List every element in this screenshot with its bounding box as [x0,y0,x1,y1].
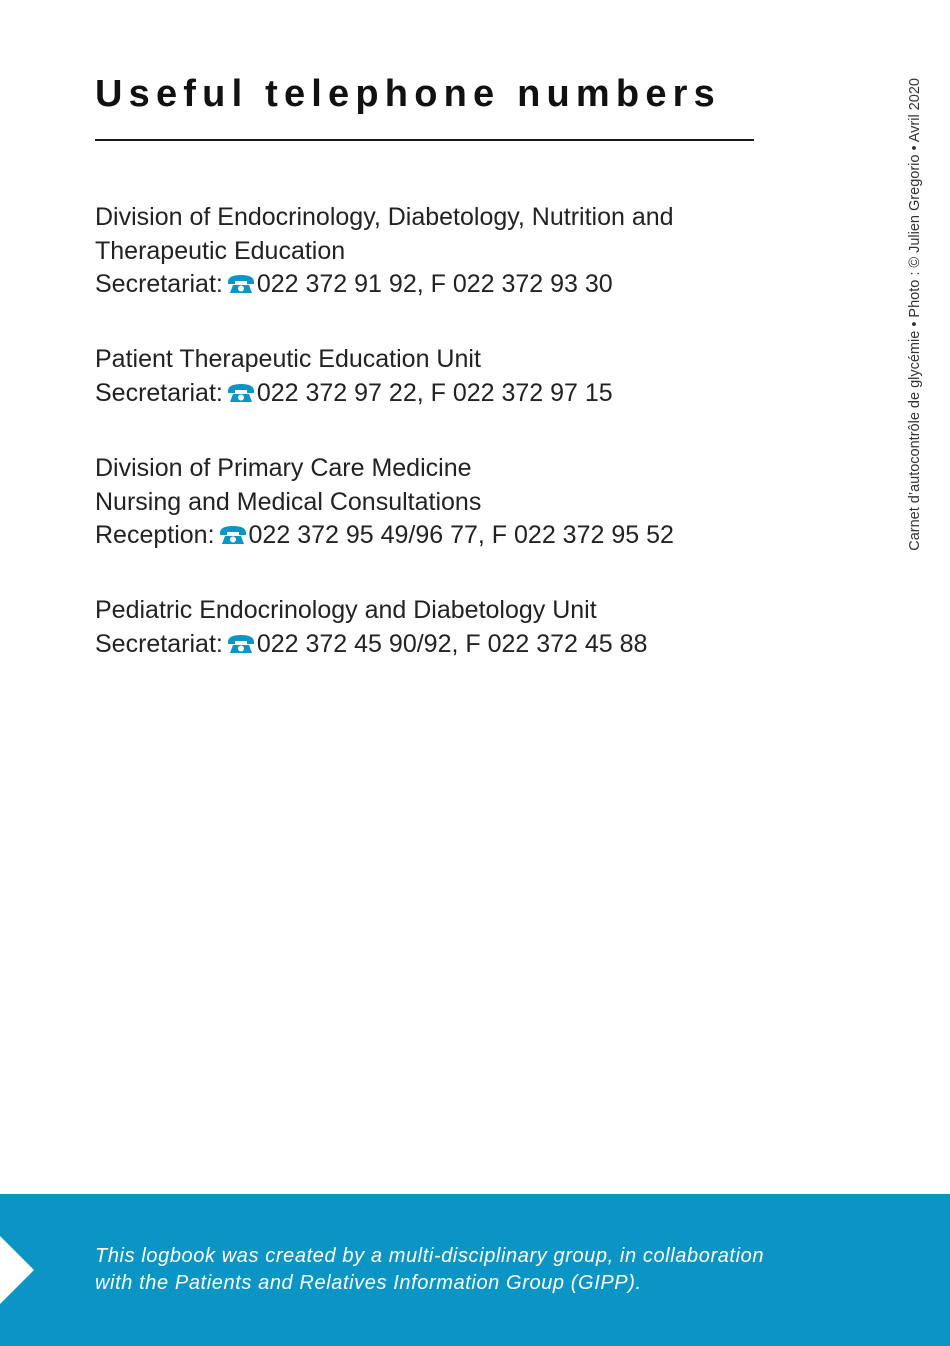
contact-name-line: Nursing and Medical Consultations [95,487,482,516]
contact-block-primary-care [95,452,775,553]
footer-text-line: with the Patients and Relatives Information Group (GIPP). [95,1272,642,1294]
side-caption [905,78,925,634]
telephone-icon [227,274,255,294]
telephone-icon [227,634,255,654]
footer-text-line: This logbook was created by a multi-disciplinary group, in collaboration [95,1245,765,1267]
contact-block-pediatric [95,594,775,661]
contact-numbers: 022 372 45 90/92, F 022 372 45 88 [256,629,648,658]
contact-label: Secretariat: [95,629,223,658]
contact-label: Secretariat: [95,270,223,298]
side-caption-text: Carnet d’autocontrôle de glycémie • Photo : © Julien Gregorio • Avril 2020 [907,78,923,551]
footer-text [95,1243,885,1297]
contact-label: Reception: [95,521,215,549]
contact-name-line: Pediatric Endocrinology and Diabetology Unit [95,596,597,624]
page-title: Useful telephone numbers [95,73,721,115]
contact-block-patient-education [95,343,775,410]
contact-name-line: Therapeutic Education [95,236,346,265]
contact-numbers: 022 372 95 49/96 77, F 022 372 95 52 [248,521,674,549]
title-divider [95,139,754,141]
contact-block-endocrinology [95,201,775,302]
telephone-icon [227,383,255,403]
telephone-icon [219,525,247,545]
contact-name-line: Division of Primary Care Medicine [95,454,472,482]
contact-label: Secretariat: [95,378,223,407]
contact-name-line: Division of Endocrinology, Diabetology, Nutrition and [95,203,674,231]
contact-name-line: Patient Therapeutic Education Unit [95,345,481,373]
contact-phone-line [95,519,775,553]
arrow-right-icon [0,1236,34,1304]
contact-phone-line [95,268,775,302]
contact-phone-line [95,628,775,662]
contact-numbers: 022 372 97 22, F 022 372 97 15 [256,378,613,407]
contact-numbers: 022 372 91 92, F 022 372 93 30 [256,270,613,298]
contact-phone-line [95,377,775,411]
